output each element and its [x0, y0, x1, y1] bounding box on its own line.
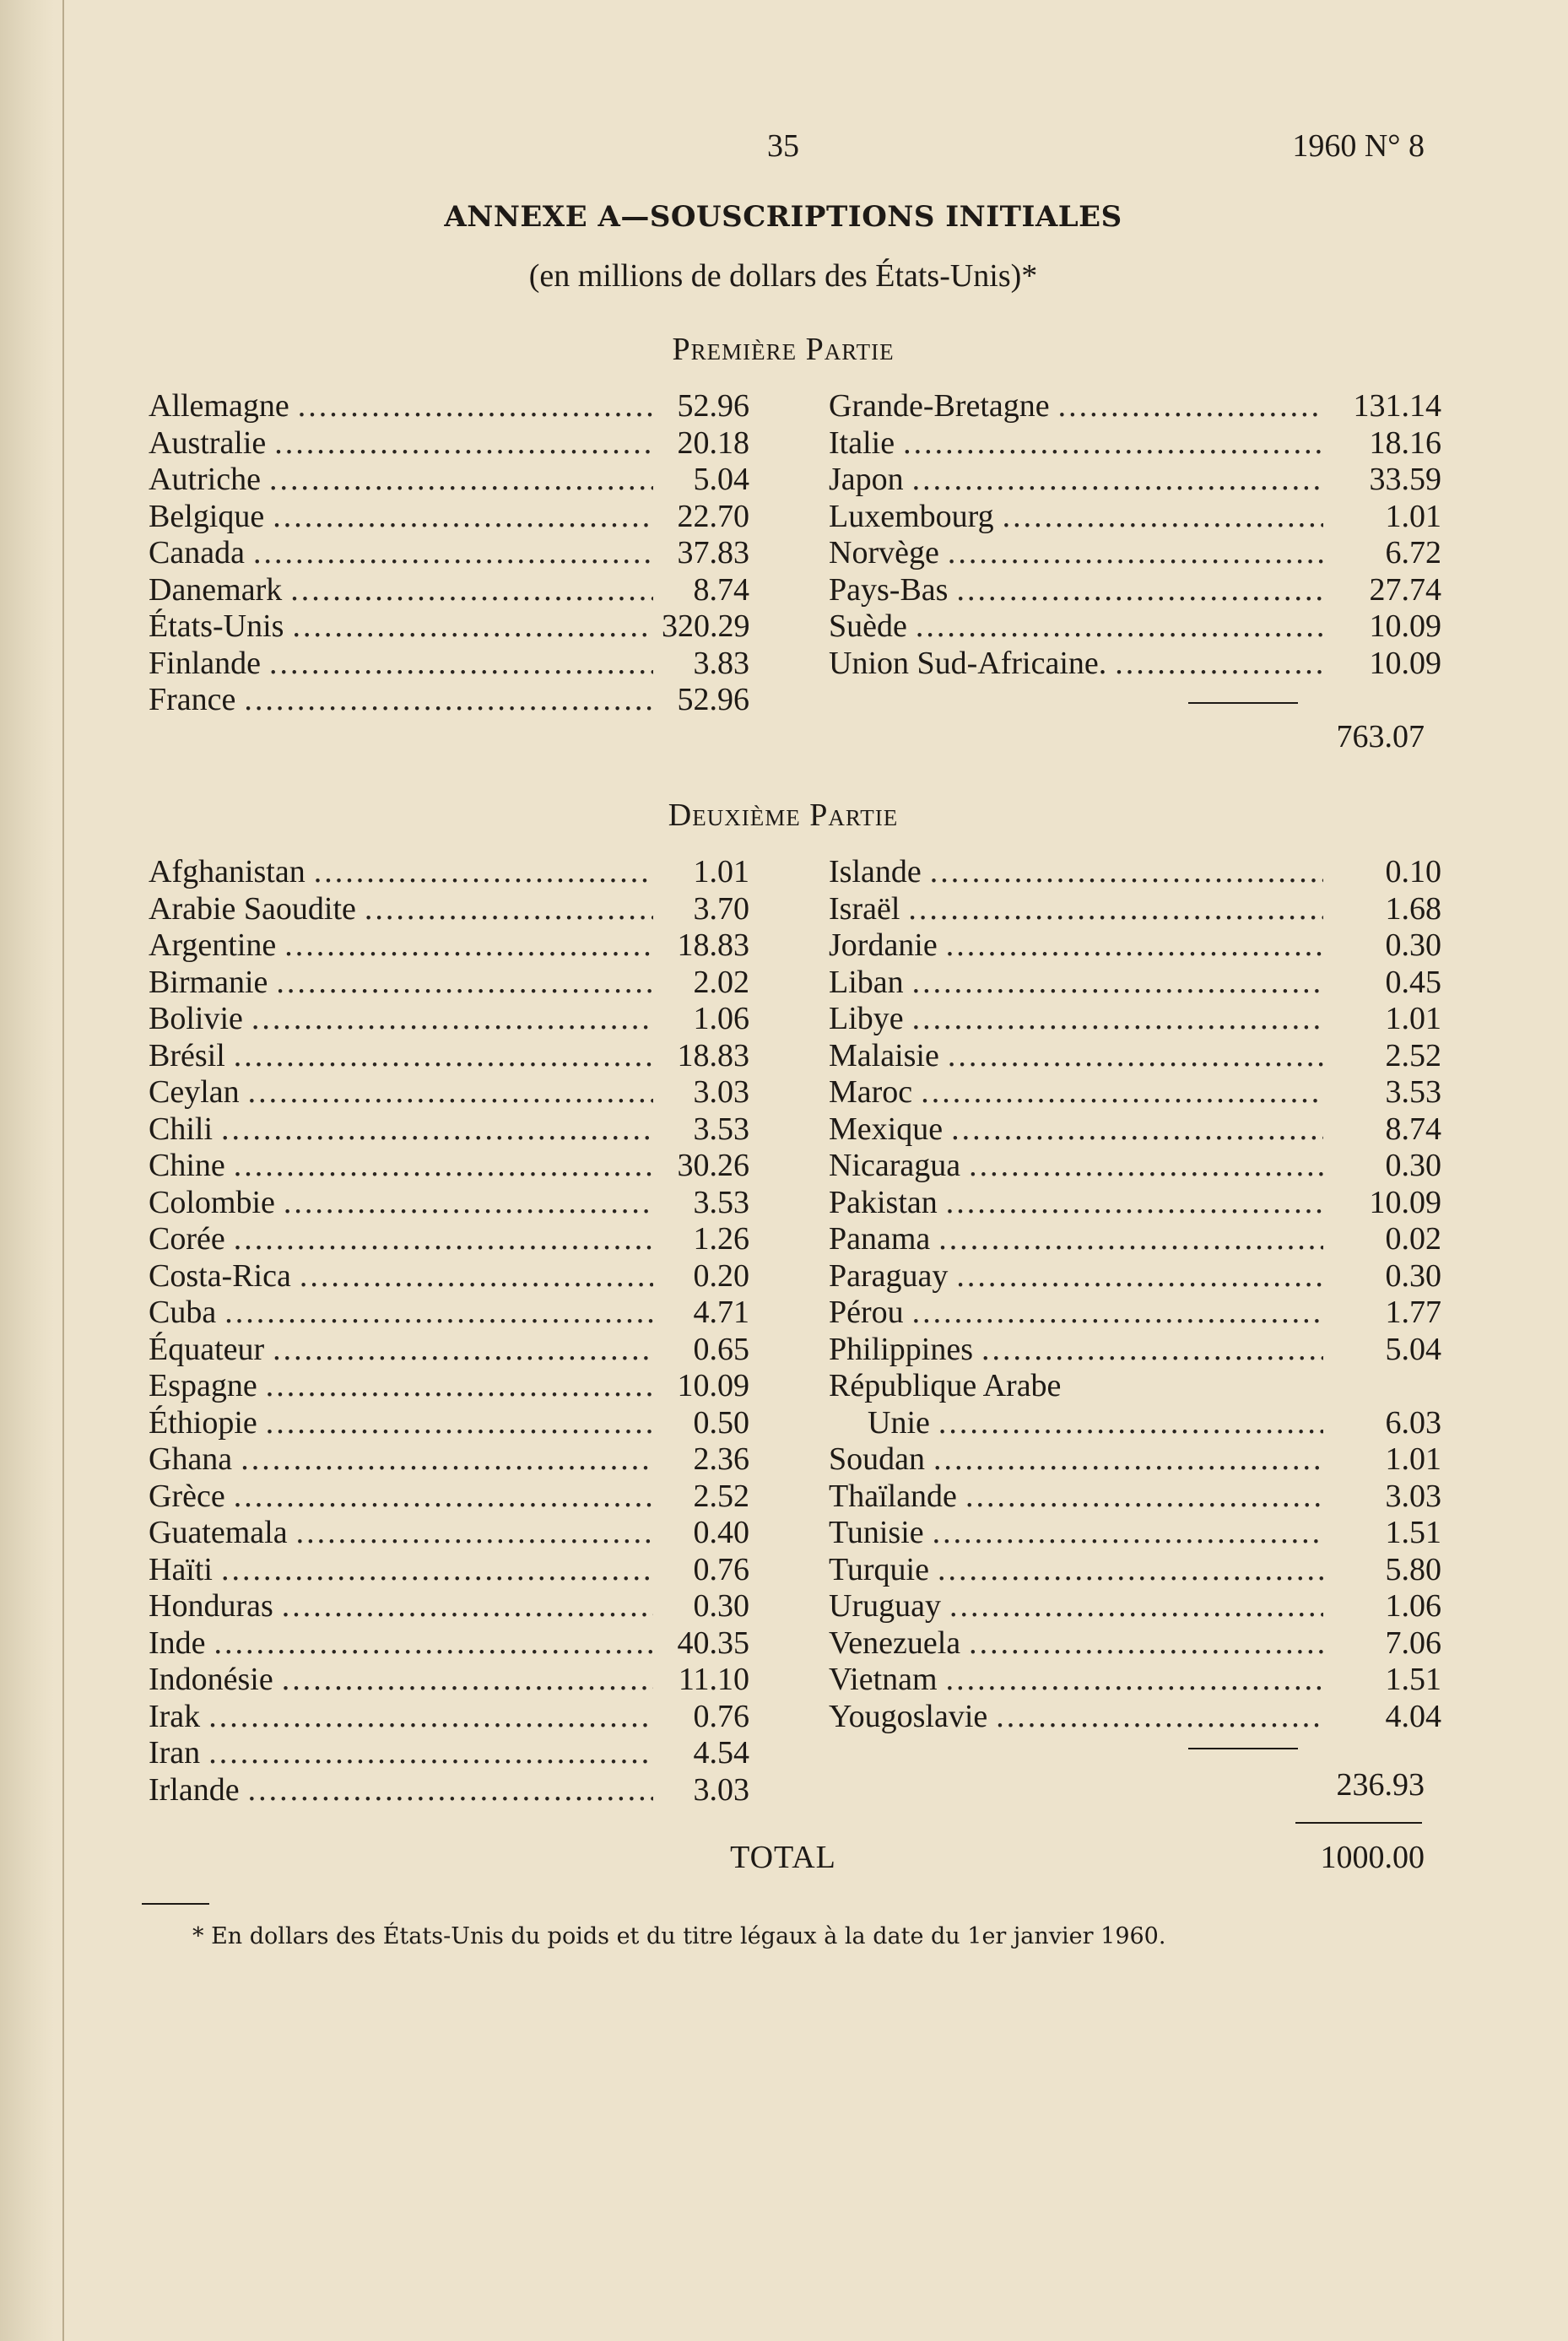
- subscription-value: 0.10: [1385, 854, 1441, 889]
- country-name: Canada: [149, 535, 245, 570]
- total-label: TOTAL: [730, 1840, 836, 1875]
- dot-leader: [284, 927, 653, 965]
- subscription-value: 2.52: [693, 1478, 749, 1514]
- country-name: Malaisie: [829, 1037, 939, 1073]
- table-row: [149, 1185, 749, 1222]
- country-name: Maroc: [829, 1074, 913, 1110]
- dot-leader: [282, 1662, 653, 1699]
- country-name: États-Unis: [149, 608, 284, 644]
- country-name: France: [149, 682, 236, 717]
- table-row: [149, 927, 749, 965]
- subscription-value: 4.04: [1385, 1698, 1441, 1734]
- subscription-value: 18.83: [677, 927, 749, 963]
- part-one-subtotal: 763.07: [1336, 719, 1425, 754]
- dot-leader: [266, 1405, 653, 1442]
- country-name: Chili: [149, 1111, 214, 1147]
- table-row: [829, 1515, 1441, 1552]
- part-two-subtotal: 236.93: [1336, 1767, 1425, 1803]
- book-gutter: [0, 0, 54, 2341]
- table-row: [829, 1552, 1441, 1589]
- country-name: Honduras: [149, 1588, 273, 1624]
- country-name: Inde: [149, 1625, 206, 1661]
- page-number: 35: [767, 128, 799, 164]
- table-row: [149, 1111, 749, 1149]
- table-row: [829, 1074, 1441, 1111]
- dot-leader: [244, 682, 653, 719]
- subscription-value: 10.09: [1369, 608, 1441, 644]
- dot-leader: [946, 927, 1323, 965]
- dot-leader: [946, 1662, 1323, 1699]
- dot-leader: [273, 1332, 653, 1369]
- country-name: Israël: [829, 890, 900, 927]
- subscription-value: 1.77: [1385, 1295, 1441, 1330]
- table-row: [829, 1148, 1441, 1185]
- subscription-value: 18.83: [677, 1037, 749, 1073]
- dot-leader: [969, 1625, 1323, 1662]
- table-row: [829, 1258, 1441, 1295]
- country-name: Thaïlande: [829, 1478, 957, 1514]
- table-row: [149, 462, 749, 499]
- dot-leader: [269, 646, 653, 683]
- subscription-value: 3.03: [693, 1771, 749, 1808]
- dot-leader: [912, 1295, 1323, 1332]
- country-name: Soudan: [829, 1441, 925, 1477]
- table-row: [149, 891, 749, 928]
- country-name: Australie: [149, 424, 267, 461]
- dot-leader: [903, 425, 1323, 462]
- subscription-value: 27.74: [1369, 571, 1441, 608]
- subscription-value: 1.01: [1385, 1441, 1441, 1477]
- table-row: [149, 608, 749, 646]
- country-name: Costa-Rica: [149, 1257, 291, 1294]
- country-name: Pays-Bas: [829, 571, 949, 608]
- footnote: * En dollars des États-Unis du poids et du titre légaux à la date du 1er janvier 1960.: [192, 1923, 1166, 1949]
- country-name: Luxembourg: [829, 498, 994, 534]
- dot-leader: [314, 854, 653, 891]
- subscription-value: 2.36: [693, 1441, 749, 1477]
- table-row: [829, 1111, 1441, 1149]
- country-name: Allemagne: [149, 388, 289, 424]
- country-name: Islande: [829, 854, 922, 889]
- country-name: Afghanistan: [149, 854, 305, 889]
- table-row: [829, 1699, 1441, 1736]
- table-row: [149, 1074, 749, 1111]
- subscription-value: 8.74: [693, 571, 749, 608]
- subscription-value: 5.04: [1385, 1331, 1441, 1367]
- dot-leader: [208, 1735, 653, 1772]
- country-name: Panama: [829, 1221, 931, 1257]
- subscription-value: 0.20: [693, 1257, 749, 1294]
- subscription-value: 20.18: [677, 424, 749, 461]
- table-row: [149, 1221, 749, 1258]
- dot-leader: [996, 1699, 1323, 1736]
- country-name: Autriche: [149, 462, 261, 497]
- country-name: Grande-Bretagne: [829, 388, 1050, 424]
- dot-leader: [234, 1479, 653, 1516]
- subscription-value: 3.83: [693, 645, 749, 681]
- subscription-value: 3.03: [693, 1074, 749, 1110]
- country-name: Vietnam: [829, 1662, 938, 1697]
- table-row: [829, 535, 1441, 572]
- table-row: [829, 388, 1441, 425]
- subscription-value: 40.35: [677, 1625, 749, 1661]
- subscription-value: 1.68: [1385, 890, 1441, 927]
- dot-leader: [248, 1772, 653, 1809]
- subscription-value: 8.74: [1385, 1111, 1441, 1147]
- table-row: [829, 1295, 1441, 1332]
- country-name: Corée: [149, 1221, 225, 1257]
- table-row: [829, 608, 1441, 646]
- document-page: [142, 0, 1441, 2341]
- country-name: Grèce: [149, 1478, 225, 1514]
- subscription-value: 1.26: [693, 1221, 749, 1257]
- country-name: Irlande: [149, 1771, 240, 1808]
- dot-leader: [253, 535, 653, 572]
- table-row: [149, 1479, 749, 1516]
- country-name: Danemark: [149, 571, 283, 608]
- country-name: Tunisie: [829, 1515, 924, 1550]
- table-row: [149, 1441, 749, 1479]
- series-number: 1960 N° 8: [1292, 128, 1425, 164]
- subscription-value: 3.53: [1385, 1074, 1441, 1110]
- country-name: Yougoslavie: [829, 1698, 988, 1734]
- subscription-value: 1.06: [1385, 1588, 1441, 1624]
- subscription-value: 30.26: [677, 1148, 749, 1183]
- dot-leader: [921, 1074, 1323, 1111]
- annex-title: ANNEXE A—SOUSCRIPTIONS INITIALES: [444, 200, 1122, 234]
- dot-leader: [251, 1001, 653, 1038]
- dot-leader: [930, 854, 1323, 891]
- subscription-value: 131.14: [1353, 388, 1441, 424]
- subscription-value: 52.96: [677, 682, 749, 717]
- dot-leader: [951, 1111, 1323, 1149]
- country-name: Liban: [829, 964, 904, 1000]
- table-row: [149, 425, 749, 462]
- subscription-value: 5.80: [1385, 1551, 1441, 1587]
- dot-leader: [269, 462, 653, 499]
- total-value: 1000.00: [1320, 1840, 1425, 1875]
- table-row: [829, 854, 1441, 891]
- country-name: Unie: [868, 1404, 930, 1441]
- dot-leader: [282, 1588, 653, 1625]
- country-name: Éthiopie: [149, 1404, 257, 1441]
- country-name: Brésil: [149, 1037, 225, 1073]
- subscription-value: 3.70: [693, 890, 749, 927]
- table-row: [149, 1332, 749, 1369]
- table-row: [829, 462, 1441, 499]
- dot-leader: [956, 572, 1323, 609]
- subscription-value: 0.76: [693, 1698, 749, 1734]
- country-name: Guatemala: [149, 1515, 288, 1550]
- table-row: [829, 499, 1441, 536]
- dot-leader: [916, 608, 1323, 646]
- subscription-value: 3.53: [693, 1184, 749, 1220]
- subscription-value: 320.29: [662, 608, 750, 644]
- subscription-value: 0.30: [693, 1588, 749, 1624]
- country-name: Pakistan: [829, 1184, 938, 1220]
- subscription-value: 1.51: [1385, 1662, 1441, 1697]
- part-two-right-list: [829, 854, 1441, 1735]
- dot-leader: [290, 572, 653, 609]
- annex-subtitle: (en millions de dollars des États-Unis)*: [528, 258, 1038, 294]
- dot-leader: [214, 1625, 653, 1662]
- dot-leader: [938, 1221, 1323, 1258]
- dot-leader: [221, 1111, 653, 1149]
- country-name: Suède: [829, 608, 907, 644]
- table-row: [149, 572, 749, 609]
- table-row: [829, 1185, 1441, 1222]
- country-name: Belgique: [149, 498, 265, 534]
- country-name: Italie: [829, 424, 895, 461]
- dot-leader: [266, 1368, 653, 1405]
- footnote-rule: [142, 1903, 209, 1905]
- subscription-value: 18.16: [1369, 424, 1441, 461]
- table-row: [829, 1001, 1441, 1038]
- dot-leader: [956, 1258, 1323, 1295]
- country-name: Nicaragua: [829, 1148, 961, 1183]
- subscription-value: 1.01: [1385, 498, 1441, 534]
- country-name: Mexique: [829, 1111, 944, 1147]
- part-one-left-list: [149, 388, 749, 719]
- dot-leader: [365, 891, 653, 928]
- country-name: Turquie: [829, 1551, 929, 1587]
- subscription-value: 6.72: [1385, 535, 1441, 570]
- table-row: [149, 682, 749, 719]
- dot-leader: [946, 1185, 1323, 1222]
- table-row: [829, 965, 1441, 1002]
- table-row: [149, 499, 749, 536]
- table-row: [149, 1662, 749, 1699]
- subscription-value: 7.06: [1385, 1625, 1441, 1661]
- country-name: Espagne: [149, 1368, 257, 1403]
- part-two-heading: Deuxième Partie: [668, 797, 899, 833]
- table-row: [149, 1258, 749, 1295]
- dot-leader: [224, 1295, 653, 1332]
- subscription-value: 3.53: [693, 1111, 749, 1147]
- subscription-value: 2.02: [693, 964, 749, 1000]
- subscription-value: 6.03: [1385, 1404, 1441, 1441]
- dot-leader: [912, 462, 1323, 499]
- country-name: Birmanie: [149, 964, 268, 1000]
- table-row: [149, 1552, 749, 1589]
- dot-leader: [948, 1038, 1323, 1075]
- subscription-value: 1.01: [1385, 1001, 1441, 1036]
- table-row: [829, 425, 1441, 462]
- table-row: [149, 1772, 749, 1809]
- subscription-value: 0.02: [1385, 1221, 1441, 1257]
- country-name: Cuba: [149, 1295, 217, 1330]
- subscription-value: 10.09: [1369, 645, 1441, 681]
- country-name: Philippines: [829, 1331, 974, 1367]
- dot-leader: [208, 1699, 653, 1736]
- table-row: [829, 1625, 1441, 1662]
- table-row: [829, 1479, 1441, 1516]
- table-row: [829, 927, 1441, 965]
- dot-leader: [234, 1221, 653, 1258]
- subscription-value: 1.06: [693, 1001, 749, 1036]
- dot-leader: [1115, 646, 1323, 683]
- country-name: Ghana: [149, 1441, 233, 1477]
- country-name: Indonésie: [149, 1662, 273, 1697]
- dot-leader: [912, 1001, 1323, 1038]
- country-name: Irak: [149, 1698, 201, 1734]
- subscription-value: 11.10: [678, 1662, 749, 1697]
- table-row: [149, 965, 749, 1002]
- dot-leader: [221, 1552, 653, 1589]
- subscription-value: 4.54: [693, 1735, 749, 1771]
- table-row: [149, 1735, 749, 1772]
- table-row: [149, 1001, 749, 1038]
- table-row: [829, 1332, 1441, 1369]
- table-row: [149, 1038, 749, 1075]
- dot-leader: [274, 425, 653, 462]
- table-row: [829, 1368, 1441, 1405]
- dot-leader: [933, 1515, 1323, 1552]
- dot-leader: [969, 1148, 1323, 1185]
- dot-leader: [248, 1074, 653, 1111]
- table-row: [149, 1295, 749, 1332]
- country-name: Bolivie: [149, 1001, 243, 1036]
- table-row: [149, 1368, 749, 1405]
- dot-leader: [948, 535, 1323, 572]
- dot-leader: [908, 891, 1323, 928]
- country-name: République Arabe: [829, 1368, 1062, 1403]
- subscription-value: 0.30: [1385, 1148, 1441, 1183]
- part-two-left-list: [149, 854, 749, 1808]
- part-two-sum-rule: [1188, 1748, 1298, 1749]
- subscription-value: 0.40: [693, 1515, 749, 1550]
- table-row: [149, 1625, 749, 1662]
- subscription-value: 10.09: [677, 1368, 749, 1403]
- table-row: [829, 1038, 1441, 1075]
- country-name: Jordanie: [829, 927, 938, 963]
- dot-leader: [298, 388, 653, 425]
- table-row: [149, 646, 749, 683]
- subscription-value: 4.71: [693, 1295, 749, 1330]
- country-name: Finlande: [149, 645, 261, 681]
- subscription-value: 37.83: [677, 535, 749, 570]
- binding-edge: [62, 0, 64, 2341]
- subscription-value: 0.76: [693, 1551, 749, 1587]
- dot-leader: [912, 965, 1323, 1002]
- part-one-right-list: [829, 388, 1441, 682]
- part-one-heading: Première Partie: [672, 332, 895, 367]
- subscription-value: 10.09: [1369, 1184, 1441, 1220]
- subscription-value: 1.01: [693, 854, 749, 889]
- dot-leader: [234, 1148, 653, 1185]
- subscription-value: 0.65: [693, 1331, 749, 1367]
- country-name: Équateur: [149, 1331, 265, 1367]
- dot-leader: [1058, 388, 1323, 425]
- dot-leader: [933, 1441, 1323, 1479]
- dot-leader: [241, 1441, 653, 1479]
- subscription-value: 0.45: [1385, 964, 1441, 1000]
- subscription-value: 0.30: [1385, 927, 1441, 963]
- country-name: Arabie Saoudite: [149, 890, 356, 927]
- country-name: Pérou: [829, 1295, 904, 1330]
- dot-leader: [296, 1515, 653, 1552]
- table-row: [829, 1441, 1441, 1479]
- country-name: Colombie: [149, 1184, 275, 1220]
- table-row: [149, 854, 749, 891]
- total-rule: [1295, 1822, 1422, 1824]
- table-row: [829, 572, 1441, 609]
- subscription-value: 1.51: [1385, 1515, 1441, 1550]
- dot-leader: [981, 1332, 1323, 1369]
- country-name: Paraguay: [829, 1257, 949, 1294]
- country-name: Argentine: [149, 927, 277, 963]
- dot-leader: [292, 608, 653, 646]
- country-name: Chine: [149, 1148, 225, 1183]
- dot-leader: [949, 1588, 1323, 1625]
- dot-leader: [300, 1258, 653, 1295]
- country-name: Norvège: [829, 535, 939, 570]
- dot-leader: [276, 965, 653, 1002]
- table-row: [149, 1148, 749, 1185]
- subscription-value: 2.52: [1385, 1037, 1441, 1073]
- table-row: [149, 388, 749, 425]
- subscription-value: 0.50: [693, 1404, 749, 1441]
- table-row: [829, 1405, 1441, 1442]
- dot-leader: [965, 1479, 1323, 1516]
- table-row: [149, 1515, 749, 1552]
- dot-leader: [273, 499, 653, 536]
- table-row: [149, 535, 749, 572]
- country-name: Japon: [829, 462, 904, 497]
- dot-leader: [284, 1185, 653, 1222]
- country-name: Venezuela: [829, 1625, 961, 1661]
- table-row: [149, 1405, 749, 1442]
- subscription-value: 5.04: [693, 462, 749, 497]
- subscription-value: 52.96: [677, 388, 749, 424]
- table-row: [149, 1588, 749, 1625]
- dot-leader: [938, 1552, 1323, 1589]
- table-row: [829, 1662, 1441, 1699]
- country-name: Uruguay: [829, 1588, 941, 1624]
- country-name: Libye: [829, 1001, 904, 1036]
- dot-leader: [234, 1038, 653, 1075]
- subscription-value: 3.03: [1385, 1478, 1441, 1514]
- part-one-sum-rule: [1188, 702, 1298, 704]
- country-name: Haïti: [149, 1551, 213, 1587]
- country-name: Iran: [149, 1735, 201, 1771]
- subscription-value: 33.59: [1369, 462, 1441, 497]
- country-name: Union Sud-Africaine.: [829, 645, 1107, 681]
- table-row: [829, 1588, 1441, 1625]
- table-row: [829, 646, 1441, 683]
- subscription-value: 22.70: [677, 498, 749, 534]
- country-name: Ceylan: [149, 1074, 240, 1110]
- table-row: [829, 1221, 1441, 1258]
- dot-leader: [938, 1405, 1323, 1442]
- subscription-value: 0.30: [1385, 1257, 1441, 1294]
- dot-leader: [1003, 499, 1323, 536]
- table-row: [149, 1699, 749, 1736]
- table-row: [829, 891, 1441, 928]
